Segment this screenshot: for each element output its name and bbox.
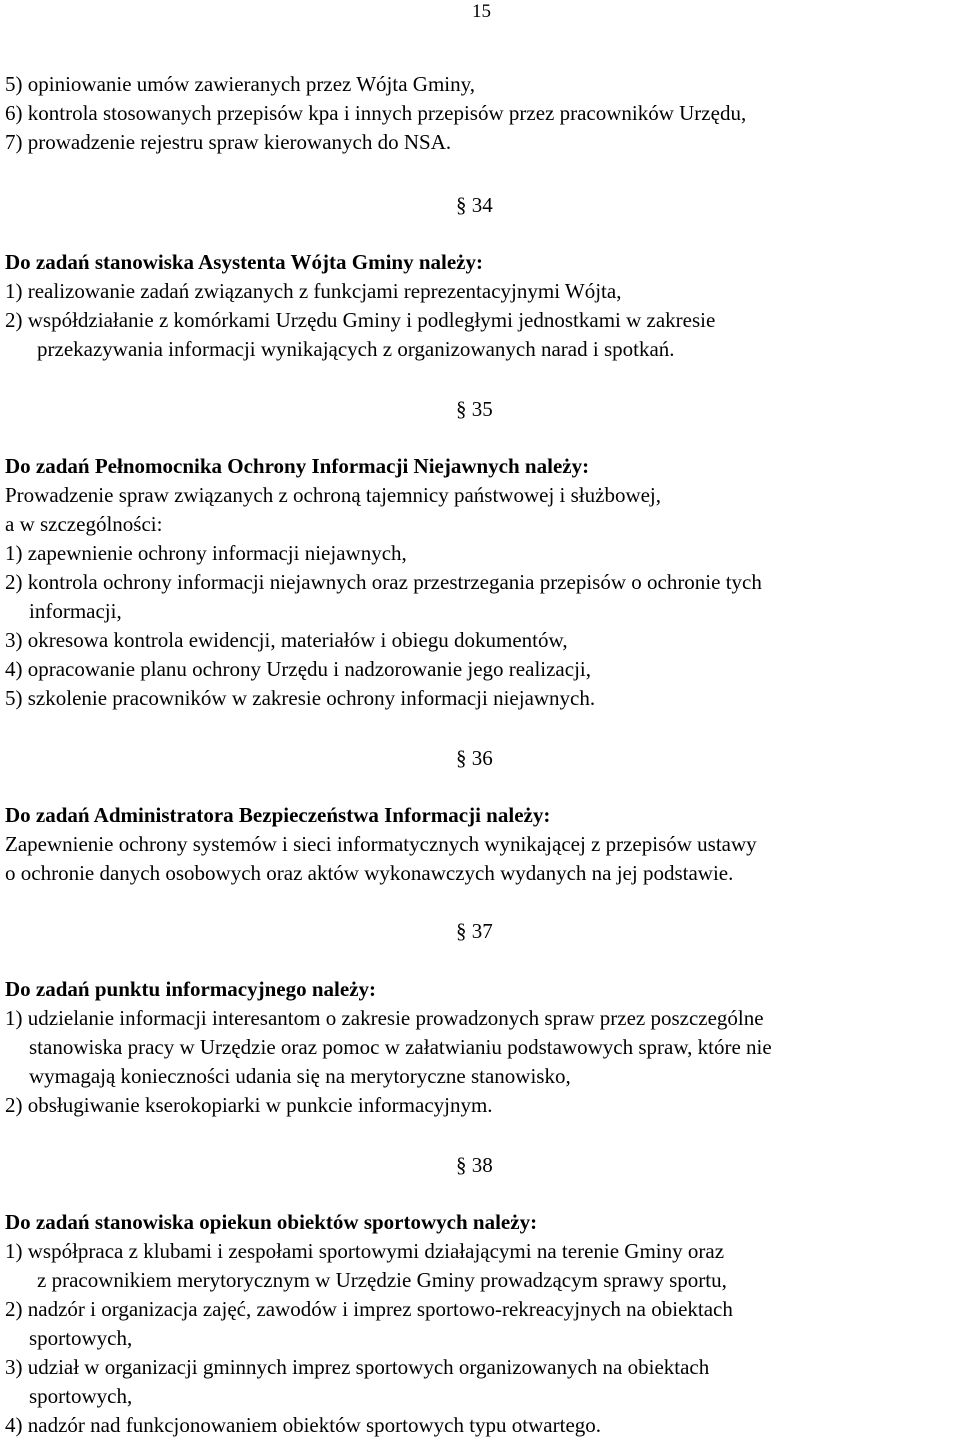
list-item: 2) obsługiwanie kserokopiarki w punkcie informacyjnym.: [5, 1093, 493, 1117]
paragraph-text: a w szczególności:: [5, 512, 163, 536]
list-item: 1) zapewnienie ochrony informacji niejawnych,: [5, 541, 407, 565]
paragraph-mark-34: § 34: [456, 193, 493, 217]
paragraph-text: o ochronie danych osobowych oraz aktów wykonawczych wydanych na jej podstawie.: [5, 861, 734, 885]
list-item: 2) nadzór i organizacja zajęć, zawodów i imprez sportowo-rekreacyjnych na obiektach: [5, 1297, 733, 1321]
section-38: [5, 1208, 955, 1440]
list-item-continuation: sportowych,: [29, 1326, 133, 1350]
paragraph-mark-35: § 35: [456, 397, 493, 421]
list-item-continuation: wymagają konieczności udania się na merytoryczne stanowisko,: [29, 1064, 571, 1088]
section-heading: Do zadań Administratora Bezpieczeństwa Informacji należy:: [5, 803, 551, 827]
section-heading: Do zadań stanowiska opiekun obiektów sportowych należy:: [5, 1210, 538, 1234]
list-item: 7) prowadzenie rejestru spraw kierowanych do NSA.: [5, 130, 452, 154]
list-item-continuation: przekazywania informacji wynikających z organizowanych narad i spotkań.: [37, 337, 675, 361]
list-item: 2) kontrola ochrony informacji niejawnych oraz przestrzegania przepisów o ochronie tych: [5, 570, 762, 594]
list-item: 1) współpraca z klubami i zespołami sportowymi działającymi na terenie Gminy oraz: [5, 1239, 725, 1263]
page-number: 15: [472, 1, 491, 22]
section-heading: Do zadań stanowiska Asystenta Wójta Gminy należy:: [5, 250, 483, 274]
section-37: [5, 975, 955, 1120]
paragraph-text: Zapewnienie ochrony systemów i sieci informatycznych wynikającej z przepisów ustawy: [5, 832, 757, 856]
list-item: 5) szkolenie pracowników w zakresie ochrony informacji niejawnych.: [5, 686, 596, 710]
section-34: [5, 248, 955, 364]
list-item-continuation: sportowych,: [29, 1384, 133, 1408]
section-heading: Do zadań punktu informacyjnego należy:: [5, 977, 377, 1001]
paragraph-mark-36: § 36: [456, 746, 493, 770]
list-item: 1) realizowanie zadań związanych z funkcjami reprezentacyjnymi Wójta,: [5, 279, 622, 303]
list-item: 4) nadzór nad funkcjonowaniem obiektów sportowych typu otwartego.: [5, 1413, 602, 1437]
paragraph-text: Prowadzenie spraw związanych z ochroną tajemnicy państwowej i służbowej,: [5, 483, 662, 507]
continued-list: [5, 70, 955, 157]
section-36: [5, 801, 955, 888]
list-item-continuation: informacji,: [29, 599, 122, 623]
list-item-continuation: stanowiska pracy w Urzędzie oraz pomoc w załatwianiu podstawowych spraw, które nie: [29, 1035, 772, 1059]
paragraph-mark-37: § 37: [456, 919, 493, 943]
list-item: 6) kontrola stosowanych przepisów kpa i innych przepisów przez pracowników Urzędu,: [5, 101, 747, 125]
paragraph-mark-38: § 38: [456, 1153, 493, 1177]
list-item-continuation: z pracownikiem merytorycznym w Urzędzie Gminy prowadzącym sprawy sportu,: [37, 1268, 727, 1292]
list-item: 3) okresowa kontrola ewidencji, materiałów i obiegu dokumentów,: [5, 628, 568, 652]
section-35: [5, 452, 955, 713]
list-item: 2) współdziałanie z komórkami Urzędu Gminy i podległymi jednostkami w zakresie: [5, 308, 716, 332]
list-item: 1) udzielanie informacji interesantom o zakresie prowadzonych spraw przez poszczególne: [5, 1006, 764, 1030]
section-heading: Do zadań Pełnomocnika Ochrony Informacji Niejawnych należy:: [5, 454, 590, 478]
list-item: 3) udział w organizacji gminnych imprez sportowych organizowanych na obiektach: [5, 1355, 710, 1379]
list-item: 5) opiniowanie umów zawieranych przez Wójta Gminy,: [5, 72, 476, 96]
list-item: 4) opracowanie planu ochrony Urzędu i nadzorowanie jego realizacji,: [5, 657, 591, 681]
